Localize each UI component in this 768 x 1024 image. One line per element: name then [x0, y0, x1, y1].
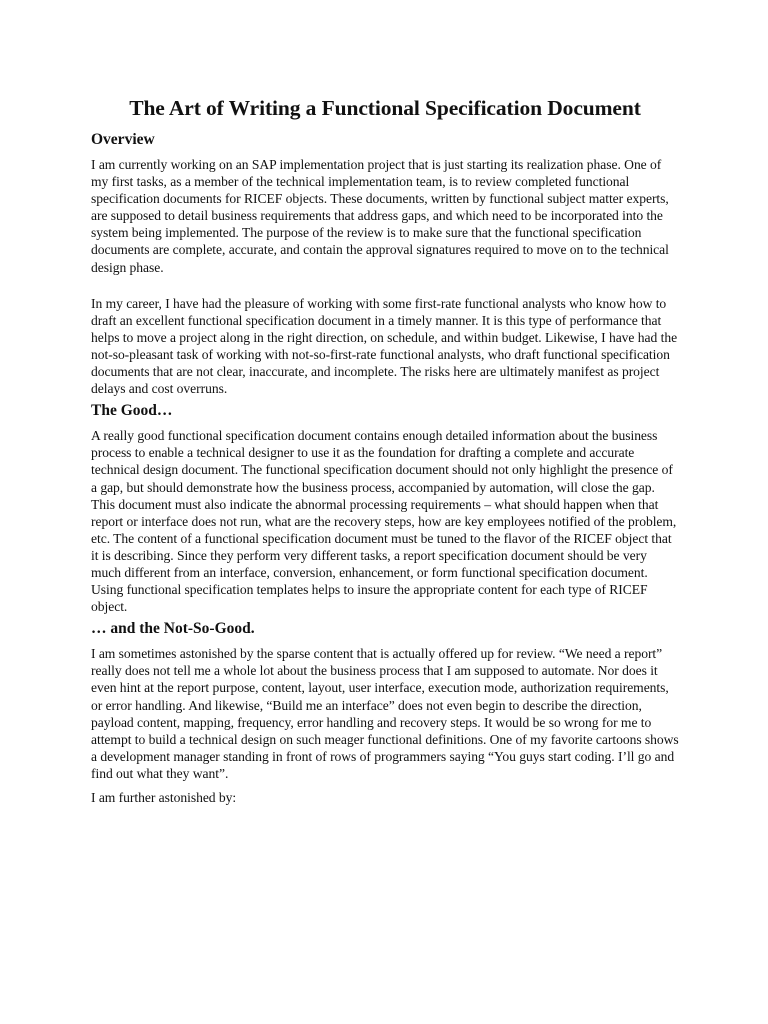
paragraph-spacer	[91, 782, 679, 789]
section-heading-overview: Overview	[91, 131, 155, 148]
document-title: The Art of Writing a Functional Specification Document	[129, 96, 641, 120]
paragraph-further-astonished: I am further astonished by:	[91, 790, 237, 805]
paragraph-the-good: A really good functional specification document contains enough detailed information about the business process to enable a technical designer to use it as the foundation for drafting a complete and accurate technical design document. The functional specification document should not only highlight the presence of a gap, but should demonstrate how the business process, accompanied by automation, will close the gap. This document must also indicate the abnormal processing requirements – what should happen when that report or interface does not run, what are the recovery steps, how are key employees notified of the problem, etc. The content of a functional specification document must be tuned to the flavor of the RICEF object that it is describing. Since they perform very different tasks, a report specification document should be very much different from an interface, conversion, enhancement, or form functional specification document. Using functional specification templates helps to insure the appropriate content for each type of RICEF object.	[91, 428, 677, 615]
section-heading-not-so-good: … and the Not-So-Good.	[91, 620, 255, 638]
paragraph-not-so-good: I am sometimes astonished by the sparse content that is actually offered up for review. “We need a report” really does not tell me a whole lot about the business process that I am supposed to automate. Nor does it even hint at the report purpose, content, layout, user interface, execution mode, authorization requirements, or error handling. And likewise, “Build me an interface” does not even begin to describe the direction, payload content, mapping, frequency, error handling and recovery steps. It would be so wrong for me to attempt to build a technical design on such meager functional definitions. One of my favorite cartoons shows a development manager standing in front of rows of programmers saying “You guys start coding. I’ll go and find out what they want”.	[91, 646, 679, 781]
paragraph-overview-1: I am currently working on an SAP implementation project that is just starting its realization phase. One of my first tasks, as a member of the technical implementation team, is to review completed functional specification documents for RICEF objects. These documents, written by functional subject matter experts, are supposed to detail business requirements that address gaps, and which need to be incorporated into the system being implemented. The purpose of the review is to make sure that the functional specification documents are complete, accurate, and contain the approval signatures required to move on to the technical design phase.	[91, 157, 669, 275]
paragraph-overview-2: In my career, I have had the pleasure of working with some first-rate functional analysts who know how to draft an excellent functional specification document in a timely manner. It is this type of performance that helps to move a project along in the right direction, on schedule, and within budget. Likewise, I have had the not-so-pleasant task of working with not-so-first-rate functional analysts, who draft functional specification documents that are not clear, inaccurate, and incomplete. The risks here are ultimately manifest as project delays and cost overruns.	[91, 295, 678, 397]
document-page	[91, 96, 679, 806]
paragraph-spacer	[91, 276, 679, 295]
section-heading-the-good: The Good…	[91, 402, 173, 420]
